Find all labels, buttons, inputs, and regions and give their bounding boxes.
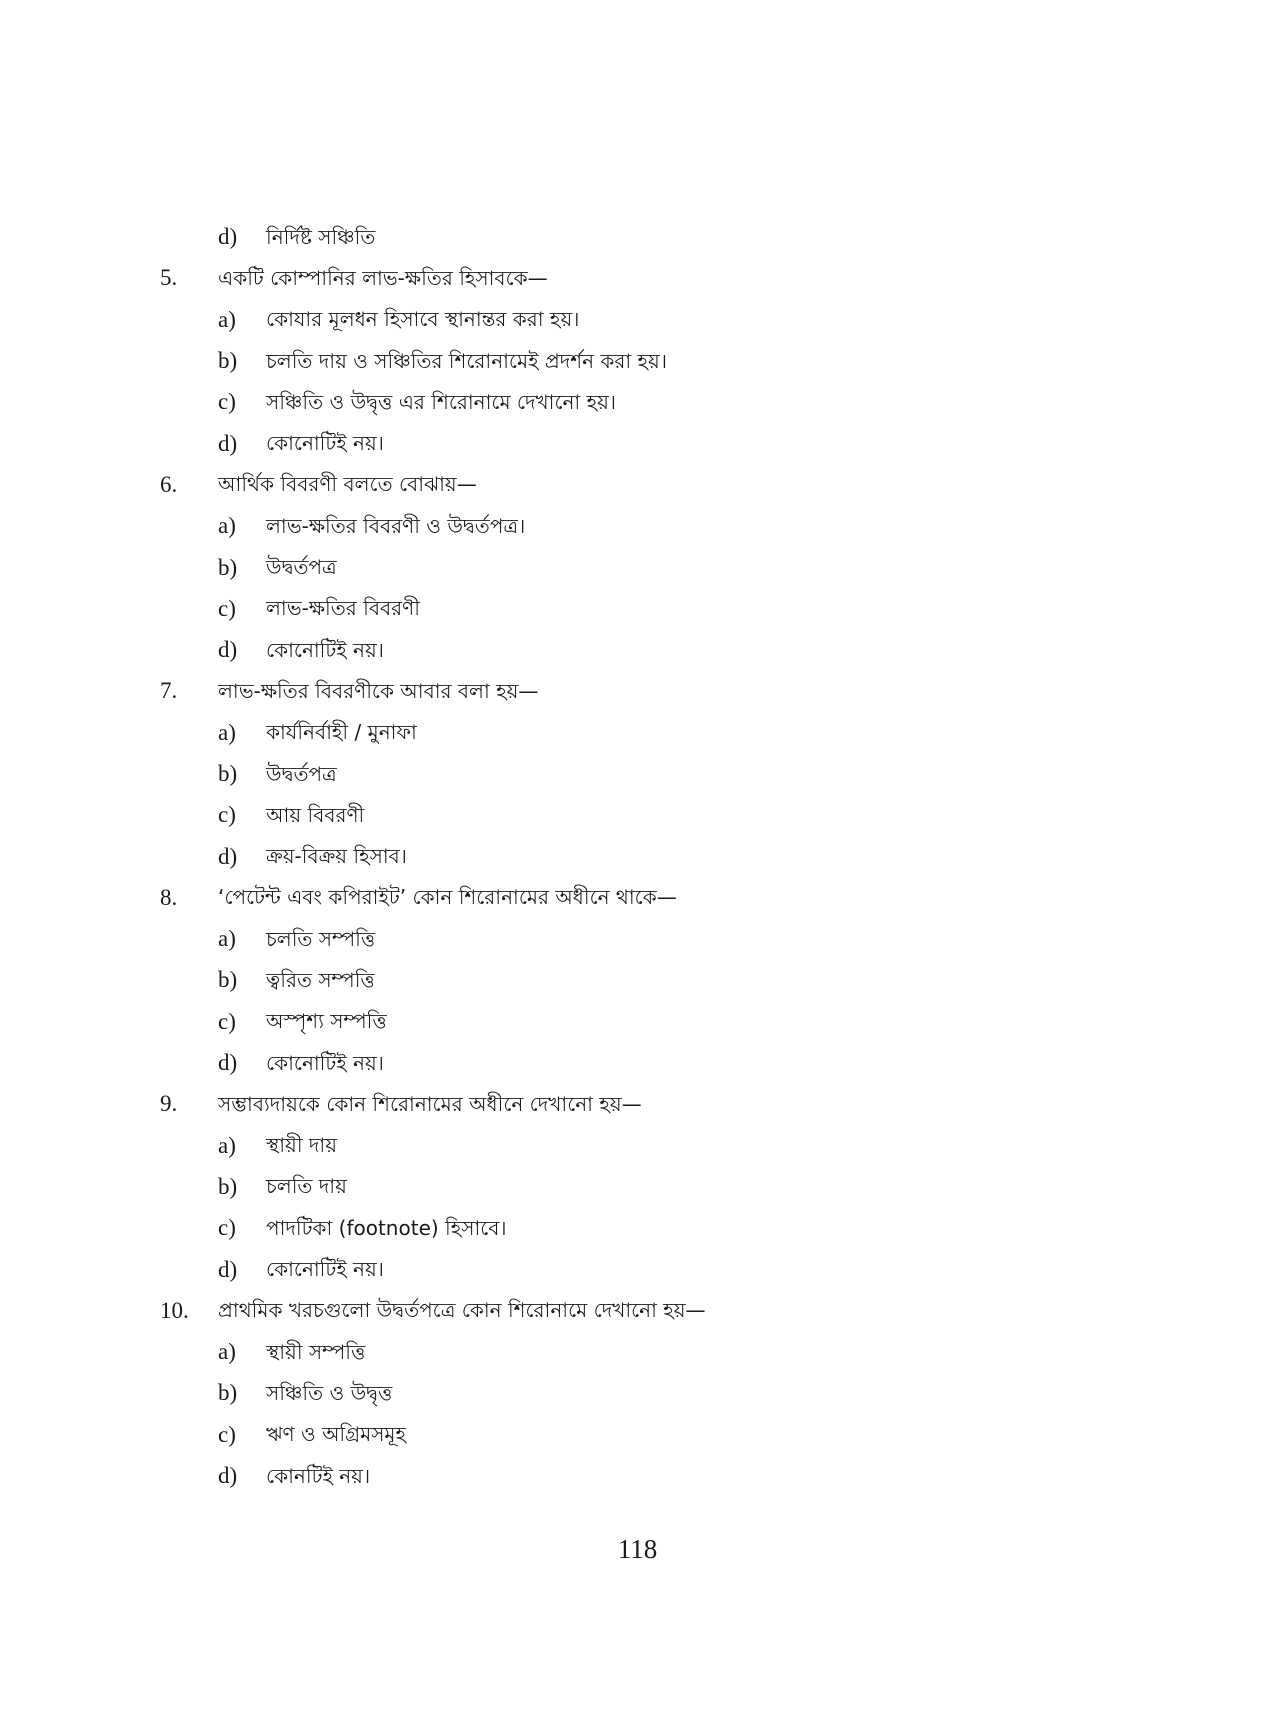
option-text: স্থায়ী সম্পত্তি (266, 1339, 366, 1364)
option-text: কোনটিই নয়। (266, 1463, 371, 1488)
option-letter: c) (218, 1008, 236, 1034)
option-text: কোনোটিই নয়। (266, 1257, 384, 1282)
option-letter: c) (218, 1421, 236, 1447)
option-text: লাভ-ক্ষতির বিবরণী ও উদ্বর্তপত্র। (266, 513, 526, 538)
answer-option (160, 1331, 1160, 1372)
answer-option (160, 1207, 1160, 1248)
answer-option (160, 340, 1160, 381)
option-letter: d) (218, 1256, 238, 1282)
answer-option (160, 1042, 1160, 1083)
answer-option (160, 1414, 1160, 1455)
answer-option (160, 712, 1160, 753)
option-text: উদ্বর্তপত্র (266, 761, 337, 786)
question-text: সম্ভাব্যদায়কে কোন শিরোনামের অধীনে দেখানো হয়— (218, 1091, 642, 1116)
answer-option (160, 753, 1160, 794)
answer-option (160, 918, 1160, 959)
question-text: ‘পেটেন্ট এবং কপিরাইট’ কোন শিরোনামের অধীনে থাকে— (218, 885, 677, 910)
option-text: কোযার মূলধন হিসাবে স্থানান্তর করা হয়। (266, 307, 580, 332)
answer-option (160, 1455, 1160, 1496)
question-list (160, 216, 1160, 1496)
answer-option (160, 588, 1160, 629)
option-letter: a) (218, 719, 236, 745)
question-stem (160, 257, 1160, 298)
option-letter: b) (218, 348, 238, 374)
question-stem (160, 670, 1160, 711)
option-letter: d) (218, 430, 238, 456)
option-text: ক্রয়-বিক্রয় হিসাব। (266, 844, 407, 869)
question-number: 6. (160, 471, 178, 497)
option-letter: b) (218, 554, 238, 580)
option-text: পাদটিকা (footnote) হিসাবে। (266, 1215, 507, 1240)
question-text: প্রাথমিক খরচগুলো উদ্বর্তপত্রে কোন শিরোনামে দেখানো হয়— (218, 1298, 706, 1323)
option-letter: b) (218, 967, 238, 993)
answer-option (160, 299, 1160, 340)
option-letter: d) (218, 1050, 238, 1076)
question-number: 9. (160, 1091, 178, 1117)
option-text: কোনোটিই নয়। (266, 1050, 384, 1075)
option-letter: a) (218, 1339, 236, 1365)
option-text: কোনোটিই নয়। (266, 637, 384, 662)
answer-option (160, 794, 1160, 835)
question-text: আর্থিক বিবরণী বলতে বোঝায়— (218, 472, 477, 497)
option-text: কোনোটিই নয়। (266, 431, 384, 456)
question-stem (160, 877, 1160, 918)
option-letter: b) (218, 761, 238, 786)
answer-option (160, 1372, 1160, 1413)
option-letter: a) (218, 1132, 236, 1158)
question-number: 7. (160, 678, 178, 704)
question-text: একটি কোম্পানির লাভ-ক্ষতির হিসাবকে— (218, 265, 548, 290)
answer-option (160, 835, 1160, 876)
option-text: ত্বরিত সম্পত্তি (266, 967, 375, 992)
answer-option (160, 1248, 1160, 1289)
option-text: উদ্বর্তপত্র (266, 555, 337, 580)
option-text: অস্পৃশ্য সম্পত্তি (266, 1009, 387, 1034)
option-letter: b) (218, 1380, 238, 1406)
option-text: আয় বিবরণী (266, 802, 365, 827)
question-stem (160, 1290, 1160, 1331)
option-letter: a) (218, 926, 236, 952)
option-letter: c) (218, 595, 236, 621)
option-letter: c) (218, 802, 236, 828)
answer-option (160, 1166, 1160, 1207)
option-text: চলতি দায় ও সঞ্চিতির শিরোনামেই প্রদর্শন করা হয়। (266, 348, 667, 373)
answer-option (160, 381, 1160, 422)
question-number: 10. (160, 1297, 189, 1323)
answer-option (160, 422, 1160, 463)
option-text: ঋণ ও অগ্রিমসমূহ (266, 1422, 407, 1447)
option-letter: b) (218, 1173, 238, 1199)
question-number: 8. (160, 884, 178, 910)
option-text: সঞ্চিতি ও উদ্বৃত্ত এর শিরোনামে দেখানো হয়। (266, 389, 617, 414)
option-letter: a) (218, 306, 236, 332)
answer-option (160, 505, 1160, 546)
question-stem (160, 464, 1160, 505)
option-text: সঞ্চিতি ও উদ্বৃত্ত (266, 1380, 393, 1405)
option-letter: d) (218, 1463, 238, 1489)
option-text: চলতি দায় (266, 1174, 347, 1199)
question-number: 5. (160, 265, 178, 291)
page-number: 118 (617, 1534, 658, 1564)
answer-option (160, 1125, 1160, 1166)
option-letter: d) (218, 843, 238, 869)
answer-option (160, 959, 1160, 1000)
option-letter: a) (218, 513, 236, 539)
option-letter: d) (218, 224, 238, 250)
option-text: চলতি সম্পত্তি (266, 926, 376, 951)
question-text: লাভ-ক্ষতির বিবরণীকে আবার বলা হয়— (218, 678, 539, 703)
option-letter: c) (218, 1215, 236, 1241)
answer-option (160, 546, 1160, 587)
answer-option (160, 629, 1160, 670)
answer-option (160, 216, 1160, 257)
option-letter: c) (218, 389, 236, 415)
answer-option (160, 1001, 1160, 1042)
question-stem (160, 1083, 1160, 1124)
option-text: স্থায়ী দায় (266, 1133, 337, 1158)
option-letter: d) (218, 637, 238, 663)
option-text: নির্দিষ্ট সঞ্চিতি (266, 224, 376, 249)
option-text: কার্যনির্বাহী / মুনাফা (266, 720, 417, 745)
option-text: লাভ-ক্ষতির বিবরণী (266, 596, 420, 621)
